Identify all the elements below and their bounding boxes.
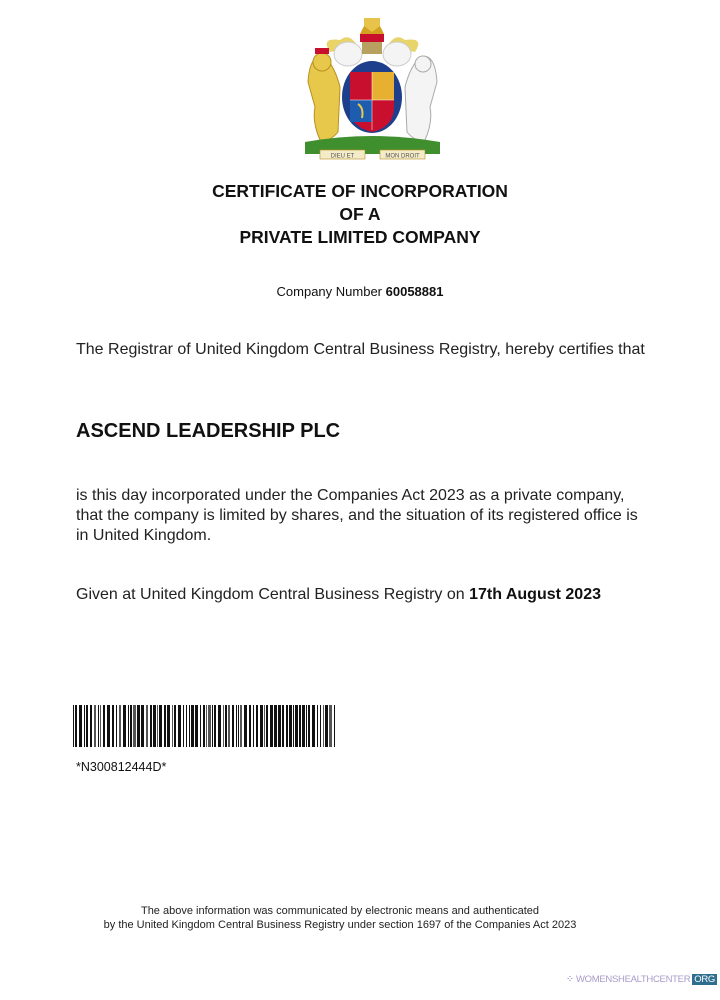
title-line-1: CERTIFICATE OF INCORPORATION <box>212 181 508 201</box>
royal-coat-of-arms-icon <box>300 12 445 162</box>
company-name <box>76 420 340 443</box>
authentication-footer <box>0 904 680 932</box>
company-name-main: ASCEND LEADERSHIP <box>76 420 295 442</box>
watermark <box>566 974 717 985</box>
company-number-label: Company Number <box>276 284 383 299</box>
footer-line-1: The above information was communicated by electronic means and authenticated <box>140 905 540 917</box>
barcode <box>73 705 336 747</box>
watermark-tld: ORG <box>694 974 716 985</box>
svg-text:DIEU ET: DIEU ET <box>330 153 355 160</box>
given-prefix: Given at United Kingdom Central Business Registry on <box>76 586 465 603</box>
title-line-2: OF A <box>339 204 381 224</box>
incorporation-date: 17th August 2023 <box>469 586 601 603</box>
title-line-3: PRIVATE LIMITED COMPANY <box>239 227 481 247</box>
incorporation-statement: is this day incorporated under the Companies Act 2023 as a private company, that the company is limited by shares, and the situation of its registered office is in United Kingdom. <box>76 487 638 544</box>
watermark-dots-icon: ⁘ <box>566 974 574 985</box>
company-name-suffix: PLC <box>300 420 341 442</box>
barcode-text: *N300812444D* <box>76 760 167 774</box>
given-statement <box>76 586 601 604</box>
certificate-title <box>0 180 720 249</box>
svg-text:MON DROIT: MON DROIT <box>385 153 420 160</box>
watermark-name: WOMENSHEALTHCENTER <box>576 974 691 985</box>
company-number-value: 60058881 <box>385 284 444 299</box>
footer-line-2: by the United Kingdom Central Business Registry under section 1697 of the Companies Act 2023 <box>103 919 577 931</box>
company-number <box>0 284 720 299</box>
registrar-statement: The Registrar of United Kingdom Central Business Registry, hereby certifies that <box>76 341 645 358</box>
